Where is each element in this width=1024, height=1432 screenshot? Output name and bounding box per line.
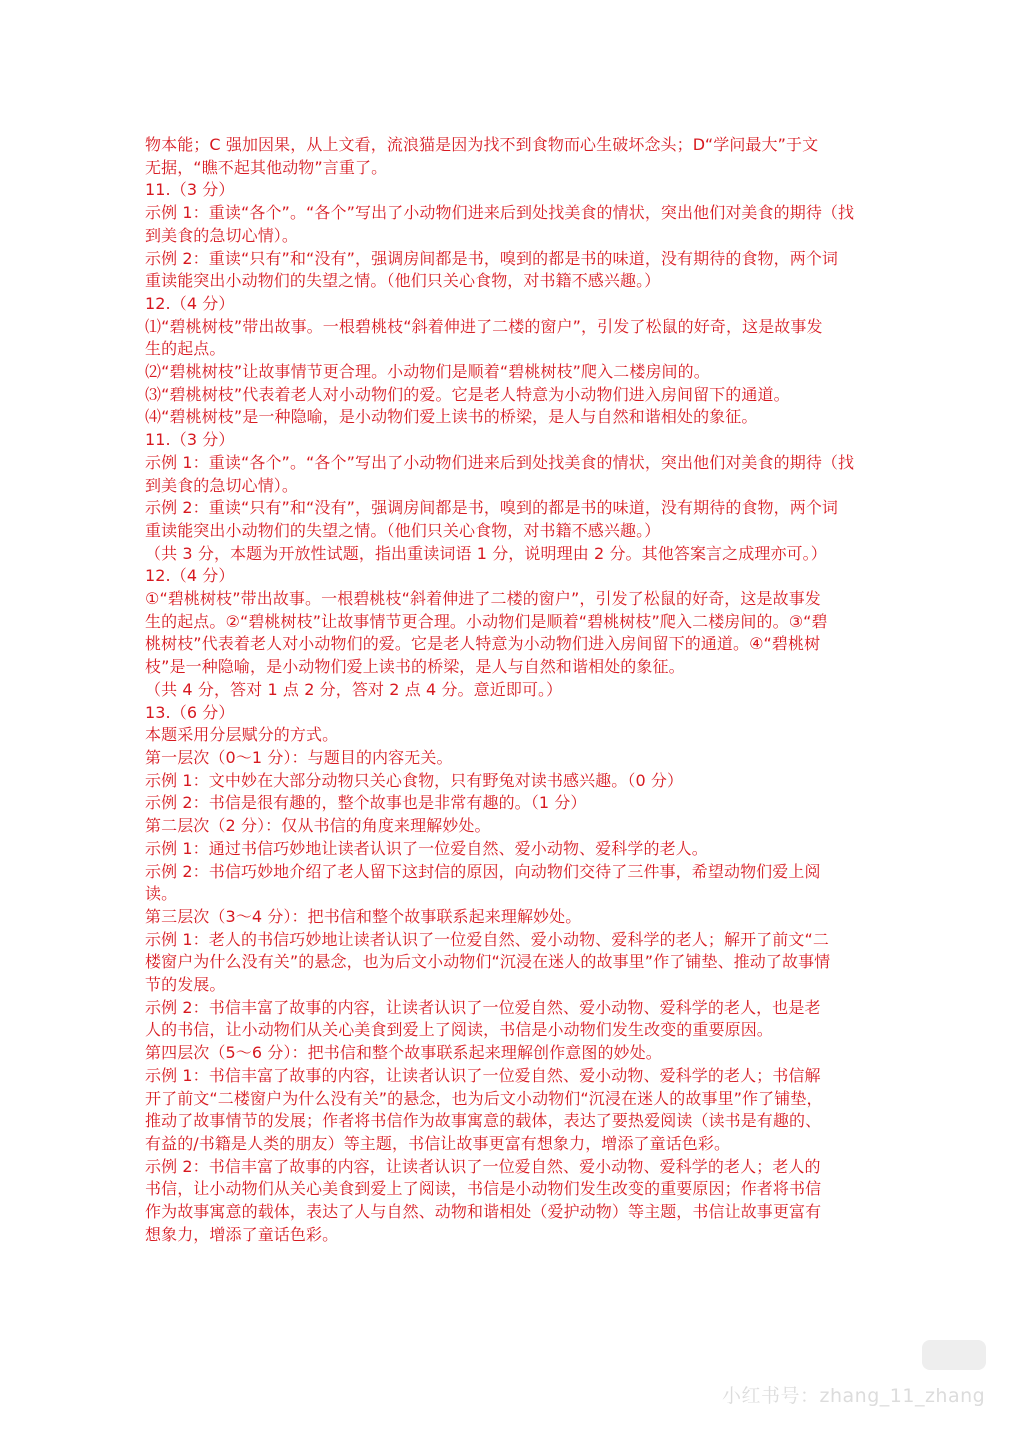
text-line: ⑴“碧桃树枝”带出故事。一根碧桃枝“斜着伸进了二楼的窗户”，引发了松鼠的好奇，这是故事发 <box>145 316 823 336</box>
text-line: 11.（3 分） <box>145 430 235 450</box>
text-line: 物本能；C 强加因果，从上文看，流浪猫是因为找不到食物而心生破坏念头；D“学问最大”于文 <box>145 135 819 154</box>
text-line: 生的起点。②“碧桃树枝”让故事情节更合理。小动物们是顺着“碧桃树枝”爬入二楼房间的。③“碧 <box>145 611 828 631</box>
text-line: ①“碧桃树枝”带出故事。一根碧桃枝“斜着伸进了二楼的窗户”，引发了松鼠的好奇，这是故事发 <box>145 589 821 609</box>
text-line: 示例 1：书信丰富了故事的内容，让读者认识了一位爱自然、爱小动物、爱科学的老人；书信解 <box>145 1065 821 1085</box>
text-line: 12.（4 分） <box>145 293 235 313</box>
text-line: 示例 2：书信丰富了故事的内容，让读者认识了一位爱自然、爱小动物、爱科学的老人，也是老 <box>145 997 821 1017</box>
text-line: 示例 2：书信是很有趣的，整个故事也是非常有趣的。（1 分） <box>145 793 587 813</box>
text-line: 无据，“瞧不起其他动物”言重了。 <box>145 157 388 177</box>
text-line: 本题采用分层赋分的方式。 <box>145 725 339 745</box>
text-line: 示例 2：书信丰富了故事的内容，让读者认识了一位爱自然、爱小动物、爱科学的老人；老人的 <box>145 1156 821 1176</box>
text-line: 作为故事寓意的载体，表达了人与自然、动物和谐相处（爱护动物）等主题，书信让故事更富有 <box>145 1202 822 1222</box>
text-line: ⑵“碧桃树枝”让故事情节更合理。小动物们是顺着“碧桃树枝”爬入二楼房间的。 <box>145 362 710 382</box>
text-line: 开了前文“二楼窗户为什么没有关”的悬念，也为后文小动物们“沉浸在迷人的故事里”作了铺垫， <box>145 1088 823 1108</box>
text-line: 枝”是一种隐喻，是小动物们爱上读书的桥梁，是人与自然和谐相处的象征。 <box>145 657 685 677</box>
text-line: 读。 <box>145 884 178 904</box>
text-line: 有益的/书籍是人类的朋友）等主题，书信让故事更富有想象力，增添了童话色彩。 <box>145 1133 731 1153</box>
text-line: 楼窗户为什么没有关”的悬念，也为后文小动物们“沉浸在迷人的故事里”作了铺垫、推动了故事情 <box>145 952 831 972</box>
text-line: （共 4 分，答对 1 点 2 分，答对 2 点 4 分。意近即可。） <box>145 679 563 699</box>
text-line: 到美食的急切心情）。 <box>145 475 299 495</box>
text-line: 13.（6 分） <box>145 702 235 722</box>
text-line: 示例 2：重读“只有”和“没有”，强调房间都是书，嗅到的都是书的味道，没有期待的食物，两个词 <box>145 498 839 518</box>
text-line: 第二层次（2 分）：仅从书信的角度来理解妙处。 <box>145 816 491 836</box>
text-line: 示例 1：重读“各个”。“各个”写出了小动物们进来后到处找美食的情状，突出他们对美食的期待（找 <box>145 452 855 472</box>
text-line: 桃树枝”代表着老人对小动物们的爱。它是老人特意为小动物们进入房间留下的通道。④“碧桃树 <box>145 634 821 654</box>
text-line: 示例 1：通过书信巧妙地让读者认识了一位爱自然、爱小动物、爱科学的老人。 <box>145 838 708 858</box>
text-line: 示例 1：文中妙在大部分动物只关心食物，只有野兔对读书感兴趣。（0 分） <box>145 770 684 790</box>
text-line: 推动了故事情节的发展；作者将书信作为故事寓意的载体，表达了要热爱阅读（读书是有趣的、 <box>145 1111 822 1131</box>
text-line: 11.（3 分） <box>145 180 235 200</box>
text-line: 示例 2：书信巧妙地介绍了老人留下这封信的原因，向动物们交待了三件事，希望动物们爱上阅 <box>145 861 821 881</box>
text-line: （共 3 分，本题为开放性试题，指出重读词语 1 分，说明理由 2 分。其他答案言之成理亦可。） <box>145 543 827 563</box>
text-line: 示例 1：重读“各个”。“各个”写出了小动物们进来后到处找美食的情状，突出他们对美食的期待（找 <box>145 203 855 223</box>
text-line: ⑶“碧桃树枝”代表着老人对小动物们的爱。它是老人特意为小动物们进入房间留下的通道。 <box>145 384 790 404</box>
text-line: 示例 2：重读“只有”和“没有”，强调房间都是书，嗅到的都是书的味道，没有期待的食物，两个词 <box>145 248 839 268</box>
text-line: 第一层次（0～1 分）：与题目的内容无关。 <box>145 747 453 767</box>
text-line: 书信，让小动物们从关心美食到爱上了阅读，书信是小动物们发生改变的重要原因；作者将书信 <box>145 1179 822 1199</box>
text-line: 想象力，增添了童话色彩。 <box>145 1224 339 1244</box>
text-line: 人的书信，让小动物们从关心美食到爱上了阅读，书信是小动物们发生改变的重要原因。 <box>145 1020 773 1040</box>
answer-key-document <box>145 134 885 1246</box>
text-line: 示例 1：老人的书信巧妙地让读者认识了一位爱自然、爱小动物、爱科学的老人；解开了前文“二 <box>145 929 829 949</box>
text-line: 到美食的急切心情）。 <box>145 225 299 245</box>
text-line: 重读能突出小动物们的失望之情。（他们只关心食物，对书籍不感兴趣。） <box>145 271 661 291</box>
text-line: ⑷“碧桃树枝”是一种隐喻，是小动物们爱上读书的桥梁，是人与自然和谐相处的象征。 <box>145 407 758 427</box>
text-line: 生的起点。 <box>145 339 226 359</box>
watermark-logo <box>922 1340 986 1370</box>
text-line: 重读能突出小动物们的失望之情。（他们只关心食物，对书籍不感兴趣。） <box>145 520 661 540</box>
text-line: 节的发展。 <box>145 975 226 995</box>
watermark-text: 小红书号：zhang_11_zhang <box>722 1385 986 1407</box>
text-line: 第四层次（5～6 分）：把书信和整个故事联系起来理解创作意图的妙处。 <box>145 1043 662 1063</box>
text-line: 第三层次（3～4 分）：把书信和整个故事联系起来理解妙处。 <box>145 906 582 926</box>
text-line: 12.（4 分） <box>145 566 235 586</box>
